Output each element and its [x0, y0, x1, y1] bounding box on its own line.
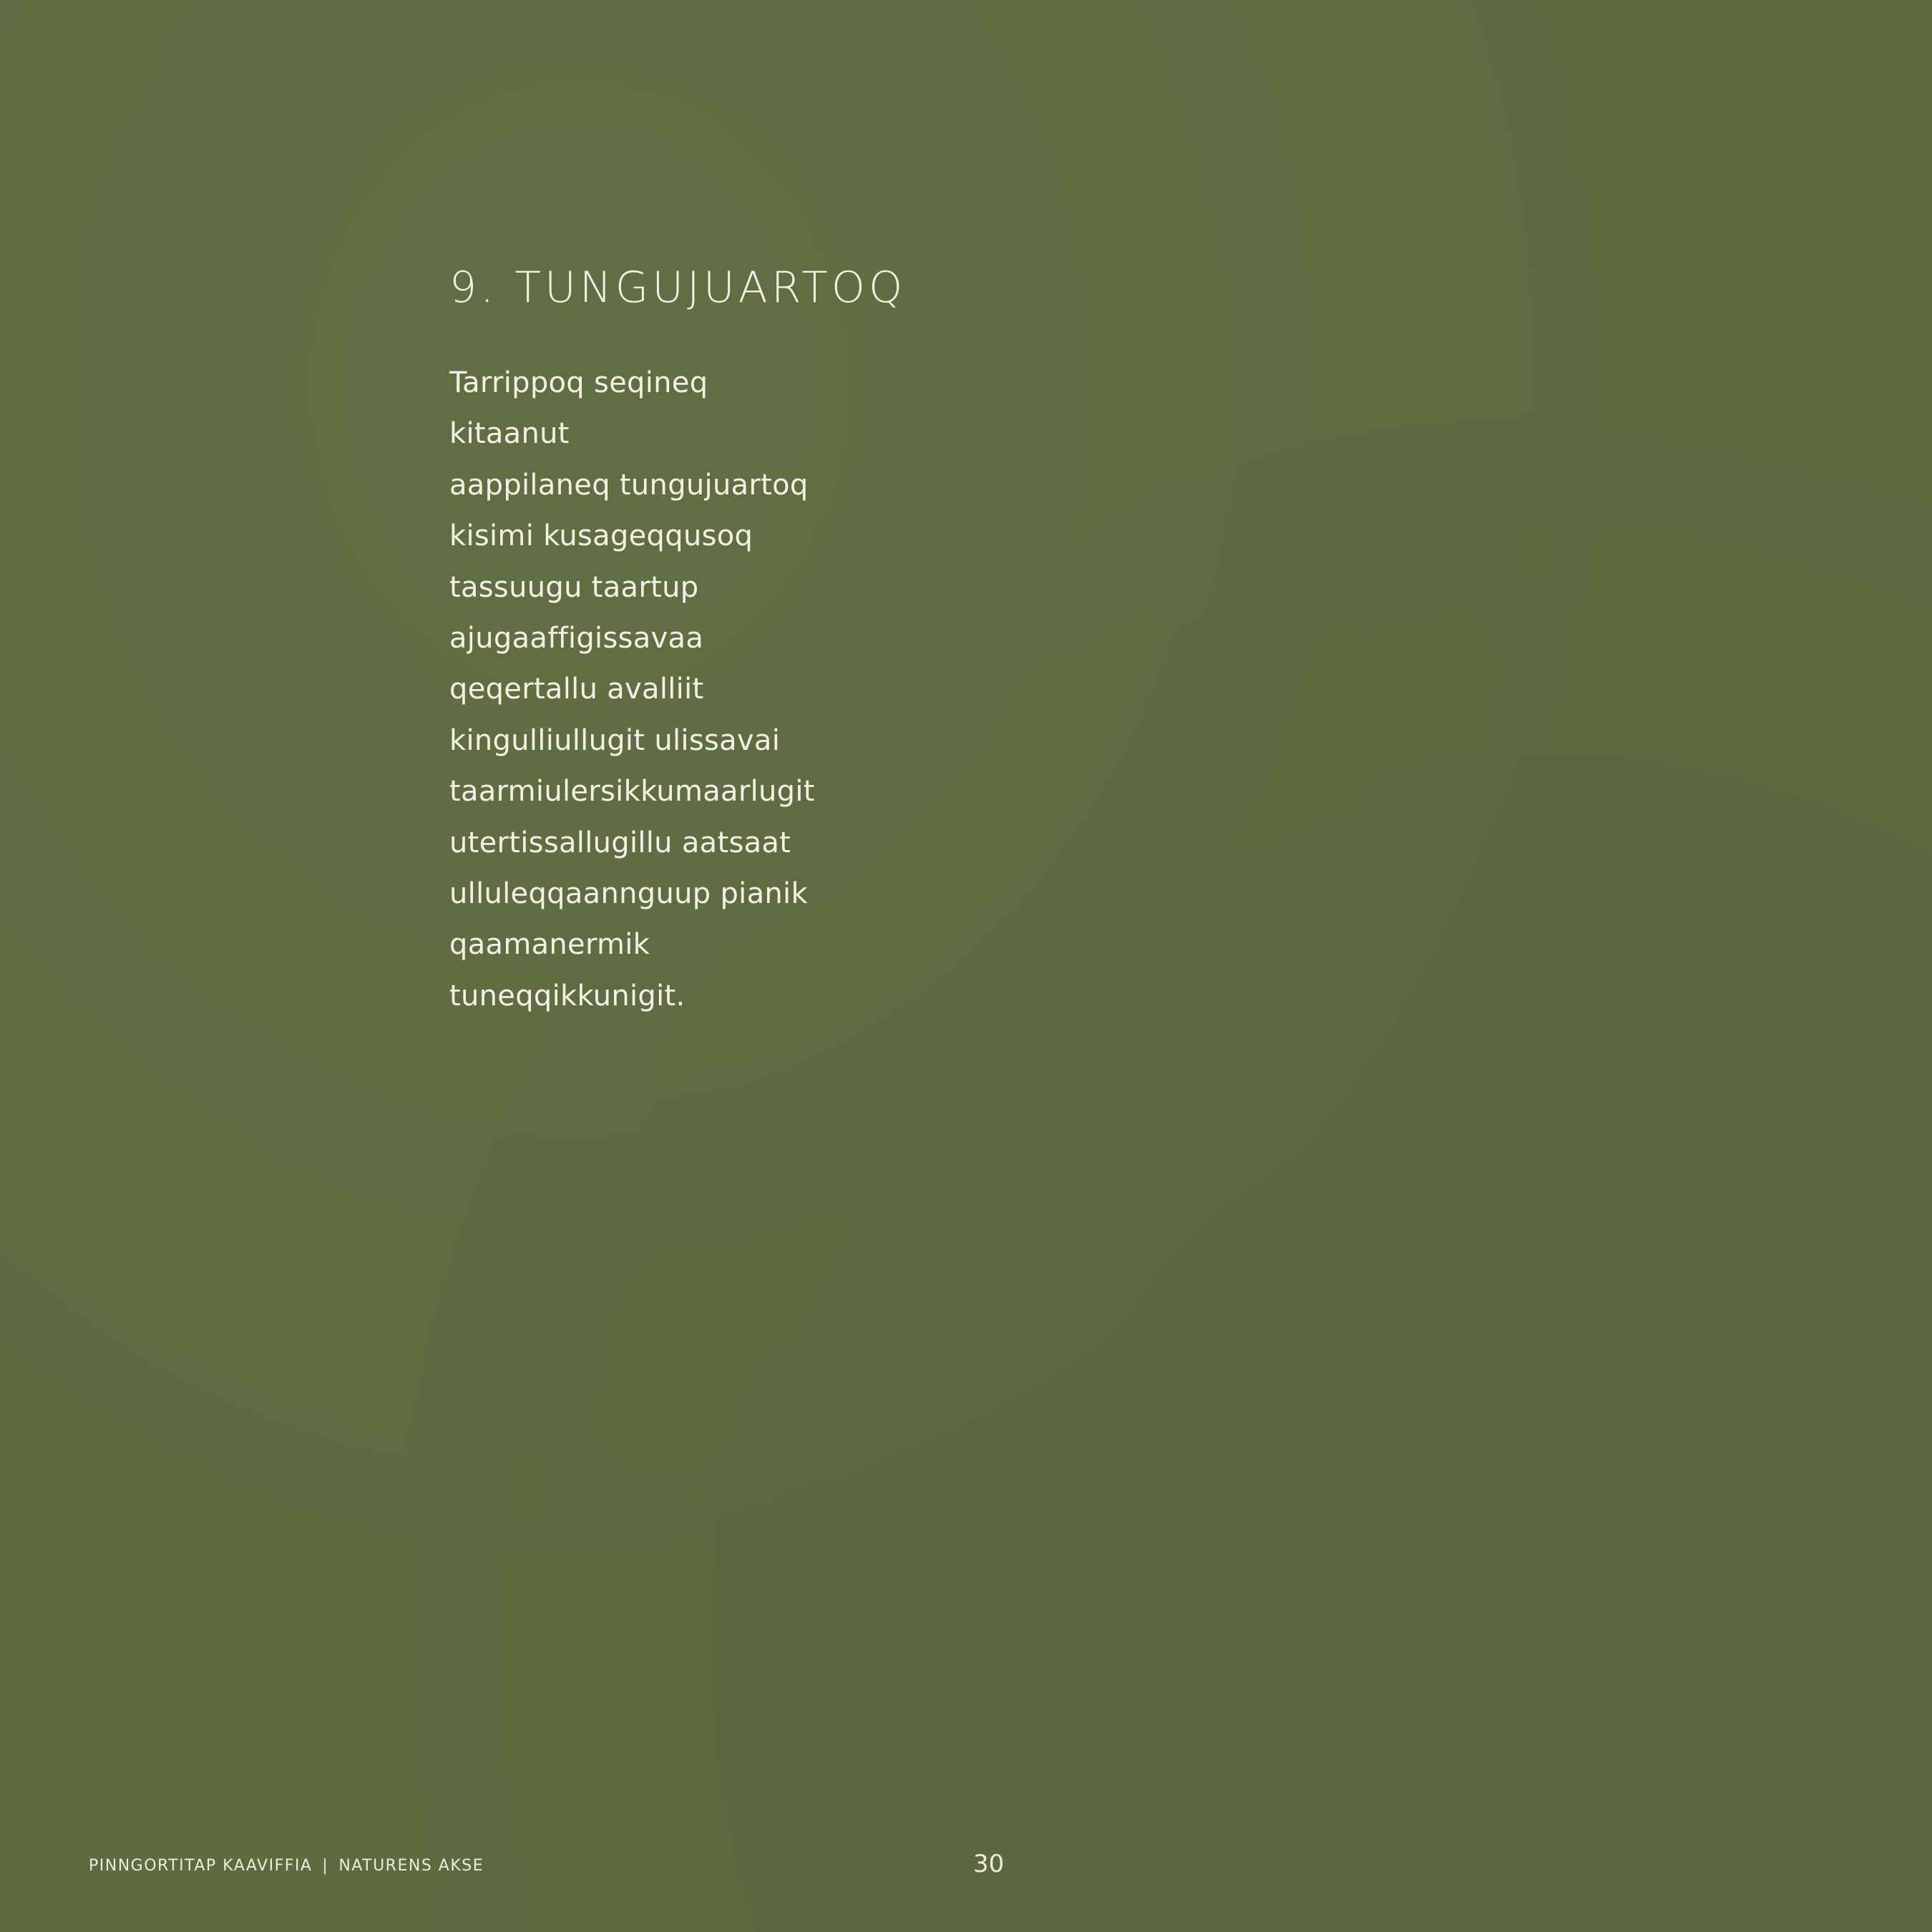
poem-lines	[449, 358, 906, 1022]
poem	[449, 259, 906, 1022]
poem-line: ulluleqqaannguup pianik	[449, 877, 808, 911]
footer-book-title: PINNGORTITAP KAAVIFFIA	[89, 1857, 313, 1875]
poem-line: aappilaneq tungujuartoq	[449, 468, 809, 502]
page-number: 30	[973, 1850, 1005, 1878]
poem-title: 9. TUNGUJUARTOQ	[449, 263, 907, 313]
poem-line: ajugaaffigissavaa	[449, 622, 704, 655]
footer-book-subtitle: NATURENS AKSE	[338, 1857, 484, 1875]
poem-line: Tarrippoq seqineq	[449, 366, 708, 399]
poem-line: taarmiulersikkumaarlugit	[449, 775, 815, 809]
running-footer	[89, 1857, 484, 1875]
poem-line: tassuugu taartup	[449, 570, 699, 604]
poem-line: kisimi kusageqqusoq	[449, 519, 753, 553]
footer-separator: |	[322, 1857, 329, 1875]
poem-line: kitaanut	[449, 417, 570, 451]
poem-line: qaamanermik	[449, 928, 650, 962]
poem-line: tuneqqikkunigit.	[449, 979, 686, 1013]
poem-line: kingulliullugit ulissavai	[449, 723, 781, 757]
poem-line: utertissallugillu aatsaat	[449, 826, 791, 859]
poem-line: qeqertallu avalliit	[449, 673, 704, 706]
